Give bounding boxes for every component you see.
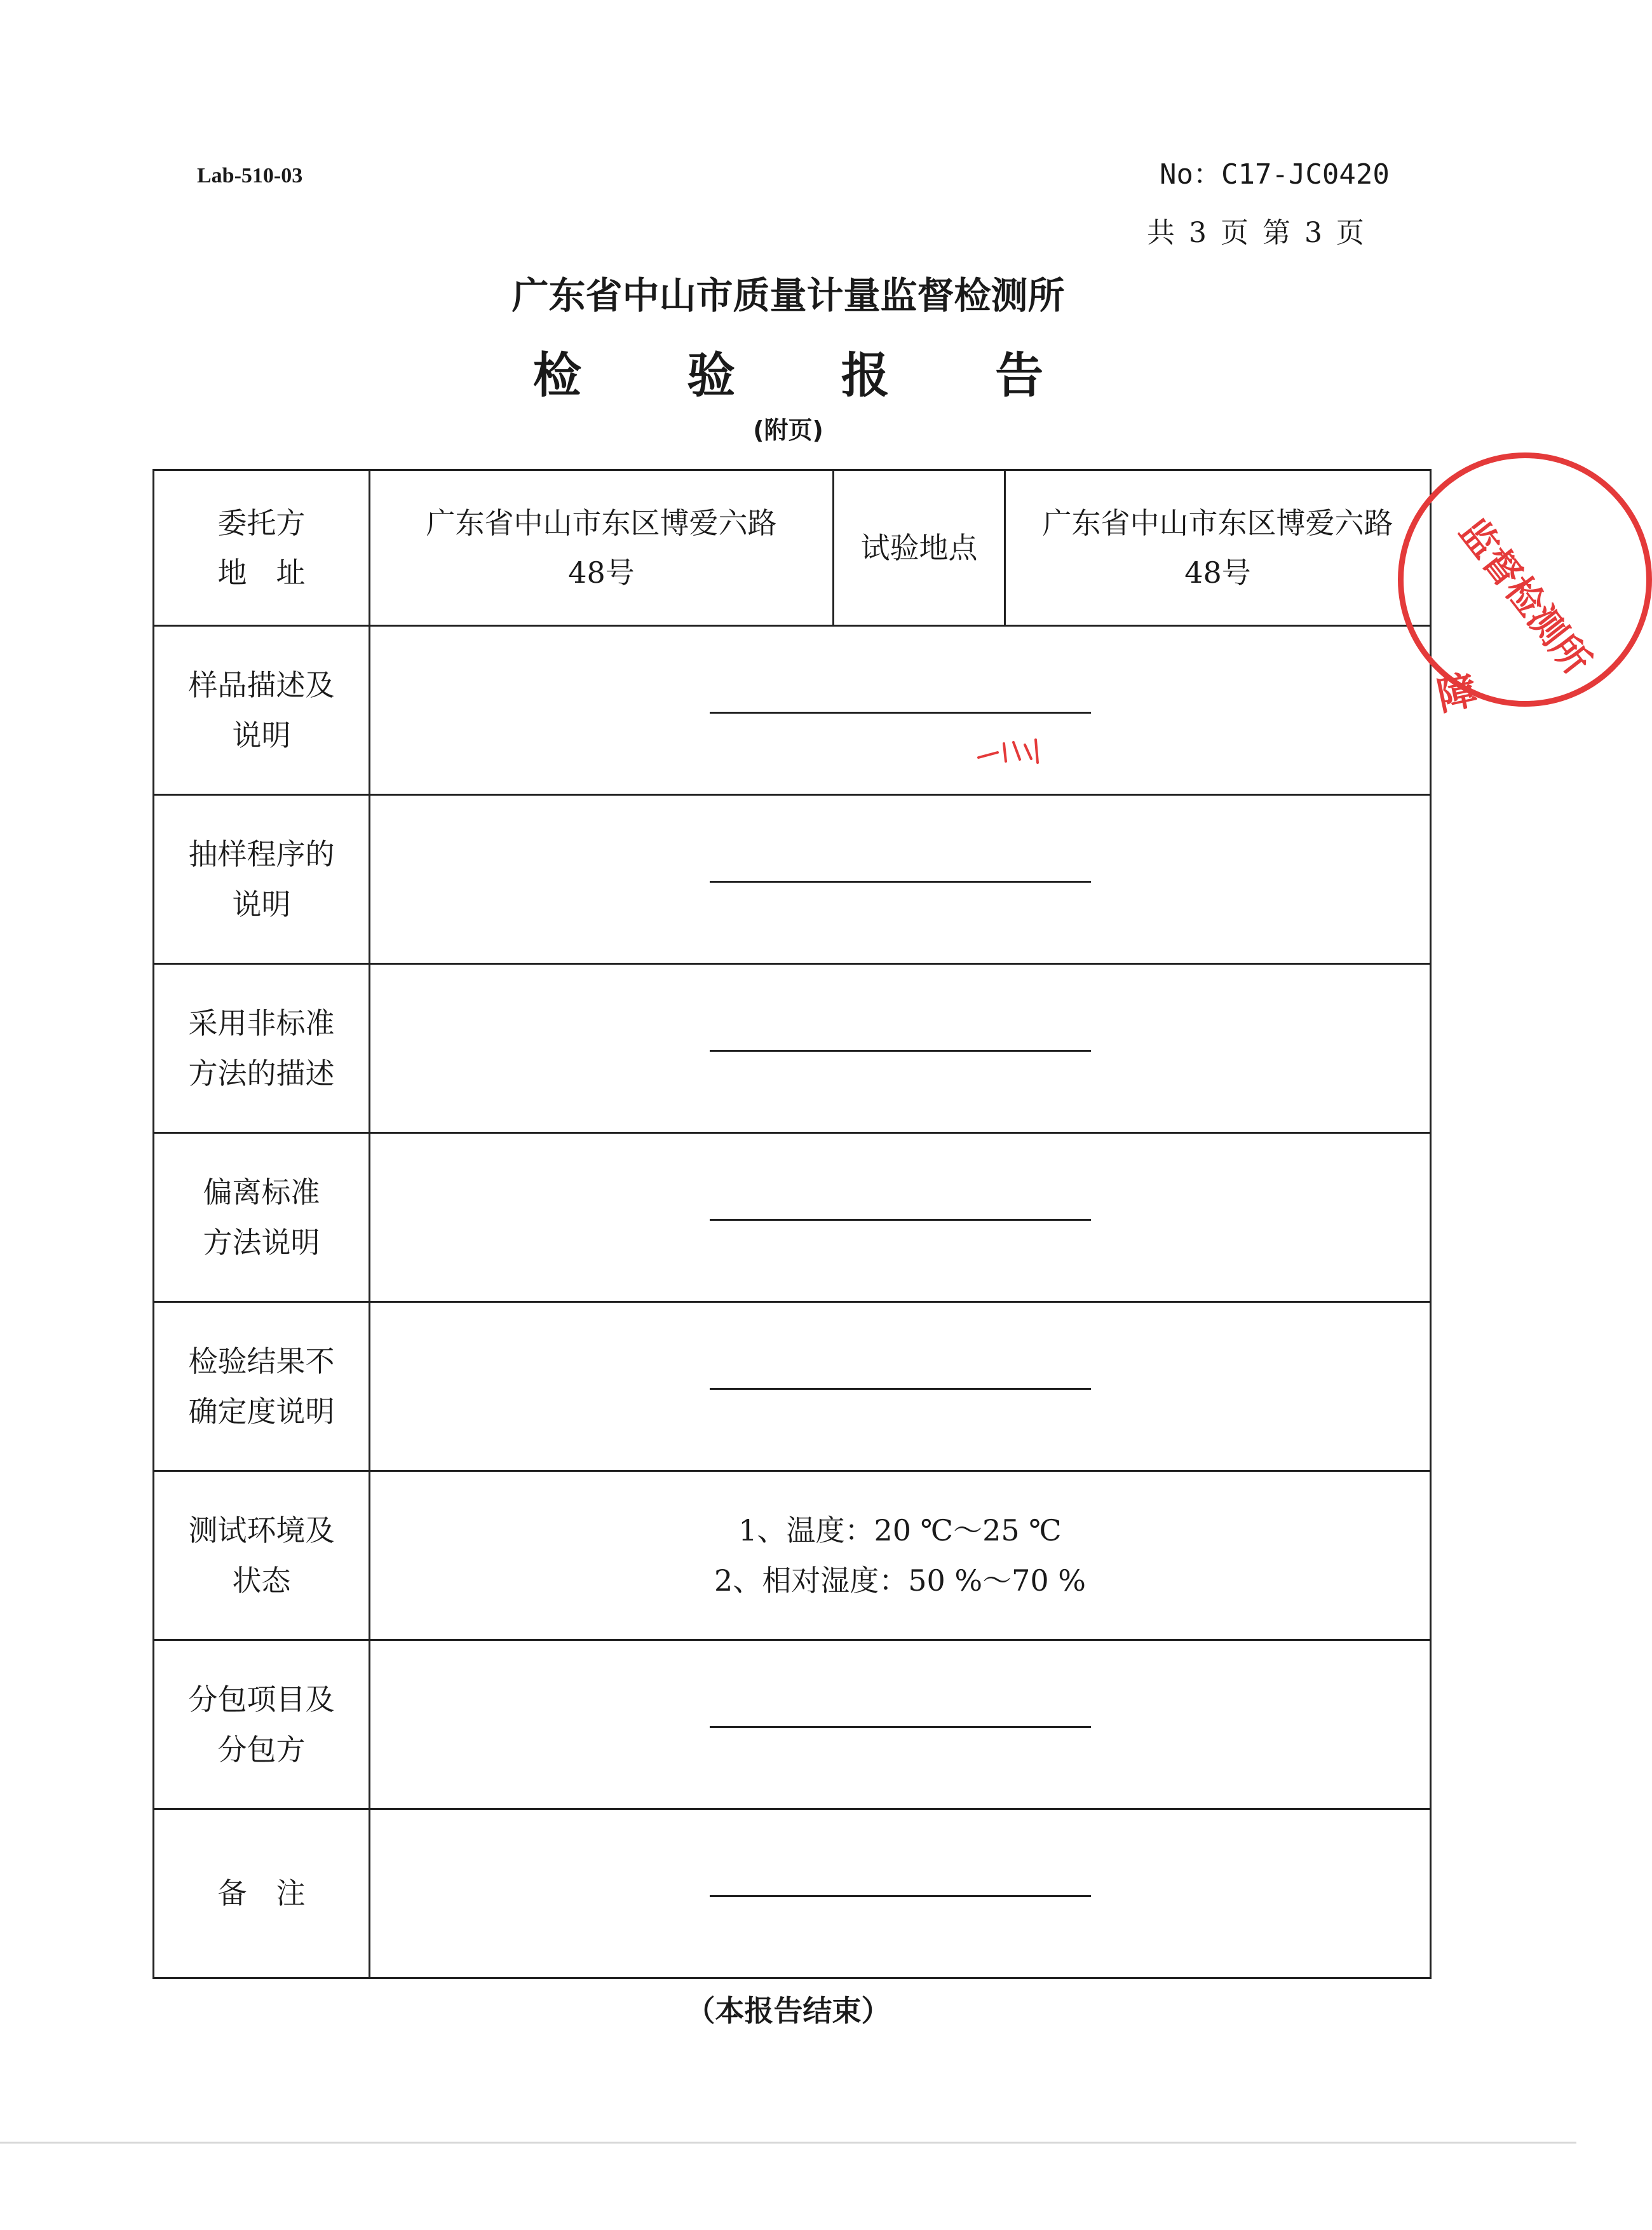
humidity-range: 2、相对湿度：50 %～70 % (714, 1563, 1086, 1598)
appendix-label: (附页) (753, 416, 823, 444)
seal-char: 障 (1433, 666, 1481, 720)
blank-line (710, 1050, 1091, 1052)
page-info: 共 3 页 第 3 页 (1147, 217, 1367, 249)
row-label: 测试环境及 状态 (154, 1471, 370, 1640)
seal-text: 监督检测所 (1451, 510, 1599, 683)
end-of-report-note: （本报告结束） (686, 1994, 891, 2028)
row-value (370, 1302, 1431, 1471)
table-row-sampling-procedure (154, 795, 1431, 964)
blank-line (710, 1895, 1091, 1897)
table-row-sample-description (154, 626, 1431, 795)
row-value (370, 1133, 1431, 1302)
blank-line (710, 1388, 1091, 1390)
report-title: 检 验 报 告 (532, 347, 1088, 404)
report-number: No：C17-JC0420 (1160, 158, 1390, 191)
report-table (152, 469, 1432, 1979)
row-value (370, 1640, 1431, 1809)
official-seal (1398, 452, 1652, 720)
row-label: 采用非标准 方法的描述 (154, 964, 370, 1133)
blank-line (710, 1219, 1091, 1221)
row-label: 样品描述及 说明 (154, 626, 370, 795)
temperature-range: 1、温度：20 ℃～25 ℃ (738, 1513, 1062, 1548)
table-row-remarks (154, 1809, 1431, 1978)
row-label: 抽样程序的 说明 (154, 795, 370, 964)
table-row-nonstandard-method (154, 964, 1431, 1133)
row-value (370, 964, 1431, 1133)
organization-name: 广东省中山市质量计量监督检测所 (511, 274, 1065, 317)
test-location-label: 试验地点 (834, 470, 1005, 626)
table-row-uncertainty (154, 1302, 1431, 1471)
blank-line (710, 1726, 1091, 1728)
client-address-value: 广东省中山市东区博爱六路 48号 (370, 470, 834, 626)
scan-edge-line (0, 2142, 1576, 2144)
blank-line (710, 712, 1091, 714)
form-code: Lab-510-03 (197, 164, 303, 187)
blank-line (710, 881, 1091, 883)
handwritten-red-mark (975, 731, 1052, 769)
table-row-address (154, 470, 1431, 626)
row-value (370, 626, 1431, 795)
row-value (370, 795, 1431, 964)
row-label: 分包项目及 分包方 (154, 1640, 370, 1809)
table-row-environment (154, 1471, 1431, 1640)
table-row-deviation (154, 1133, 1431, 1302)
row-label: 偏离标准 方法说明 (154, 1133, 370, 1302)
table-row-subcontract (154, 1640, 1431, 1809)
row-label: 备 注 (154, 1809, 370, 1978)
client-address-label: 委托方 地 址 (154, 470, 370, 626)
test-location-value: 广东省中山市东区博爱六路 48号 (1005, 470, 1431, 626)
environment-conditions (370, 1471, 1431, 1640)
row-value (370, 1809, 1431, 1978)
row-label: 检验结果不 确定度说明 (154, 1302, 370, 1471)
